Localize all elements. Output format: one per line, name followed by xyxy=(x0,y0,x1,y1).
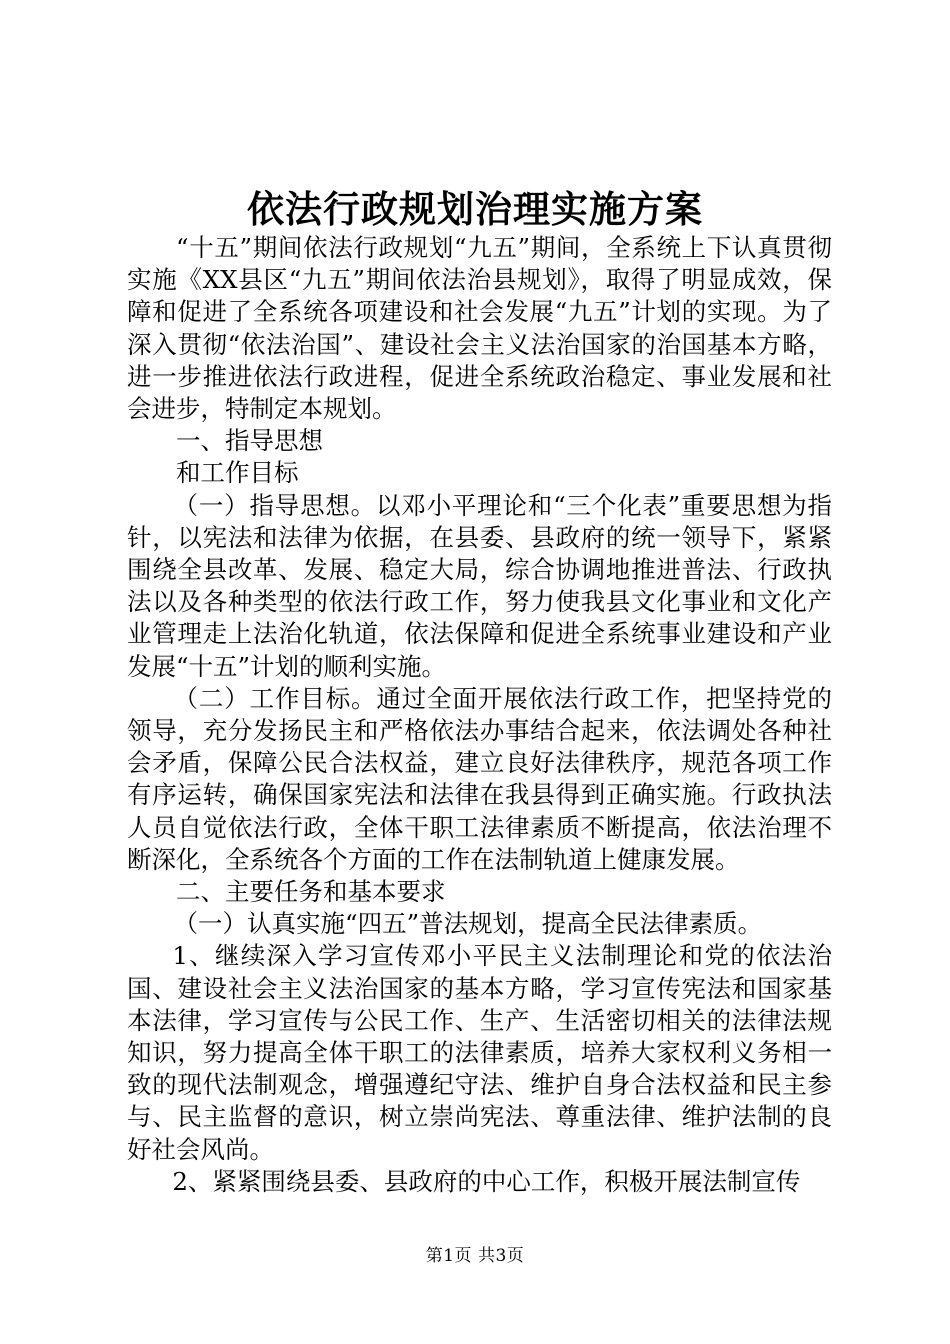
paragraph-item-2: 2、紧紧围绕县委、县政府的中心工作，积极开展法制宣传 xyxy=(172,1166,801,1196)
subheading-legal-education: （一）认真实施“四五”普法规划，提高全民法律素质。 xyxy=(173,909,763,939)
paragraph-work-goals: （二）工作目标。通过全面开展依法行政工作，把坚持党的领导，充分发扬民主和严格依法办事结合起来，依法调处各种社会矛盾，保障公民合法权益，建立良好法律秩序，规范各项工作有序运转，确保国家宪法和法律在我县得到正确实施。行政执法人员自觉依法行政，全体干职工法律素质不断提高，依法治理不断深化，全系统各个方面的工作在法制轨道上健康发展。 xyxy=(127,683,832,874)
page-footer: 第1页 共3页 xyxy=(425,1246,525,1266)
paragraph-item-1: 1、继续深入学习宣传邓小平民主义法制理论和党的依法治国、建设社会主义法治国家的基本方略，学习宣传宪法和国家基本法律，学习宣传与公民工作、生产、生活密切相关的法律法规知识，努力提高全体干职工的法律素质，培养大家权利义务相一致的现代法制观念，增强遵纪守法、维护自身合法权益和民主参与、民主监督的意识，树立崇尚宪法、尊重法律、维护法制的良好社会风尚。 xyxy=(127,941,832,1164)
heading-guiding-thought: 一、指导思想 xyxy=(176,426,323,456)
heading-main-tasks: 二、主要任务和基本要求 xyxy=(176,877,446,907)
paragraph-intro: “十五”期间依法行政规划“九五”期间，全系统上下认真贯彻实施《XX县区“九五”期间依法治县规划》，取得了明显成效，保障和促进了全系统各项建设和社会发展“九五”计划的实现。为了深入贯彻“依法治国”、建设社会主义法治国家的治国基本方略，进一步推进依法行政进程，促进全系统政治稳定、事业发展和社会进步，特制定本规划。 xyxy=(127,233,832,424)
document-body xyxy=(127,232,832,1198)
heading-work-goals: 和工作目标 xyxy=(176,458,299,488)
document-title: 依法行政规划治理实施方案 xyxy=(247,187,703,231)
paragraph-guiding-thought: （一）指导思想。以邓小平理论和“三个化表”重要思想为指针，以宪法和法律为依据，在县委、县政府的统一领导下，紧紧围绕全县改革、发展、稳定大局，综合协调地推进普法、行政执法以及各种类型的依法行政工作，努力使我县文化事业和文化产业管理走上法治化轨道，依法保障和促进全系统事业建设和产业发展“十五”计划的顺利实施。 xyxy=(127,490,832,681)
